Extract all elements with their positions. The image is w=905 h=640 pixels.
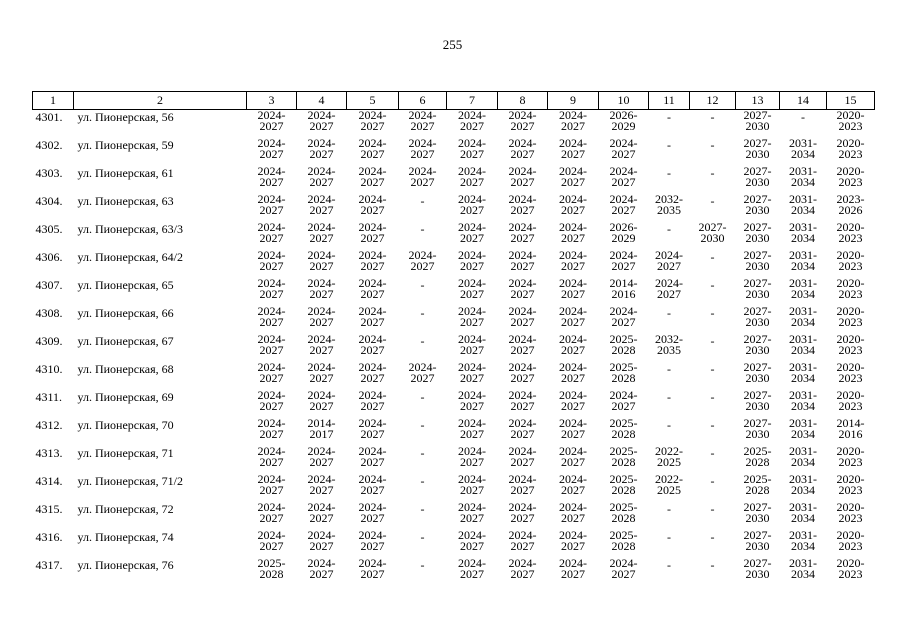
period-cell: 2024- 2027 xyxy=(508,528,537,553)
period-cell: 2024- 2027 xyxy=(358,528,387,553)
period-cell: - xyxy=(667,362,671,376)
table-row xyxy=(33,138,875,166)
address-cell: ул. Пионерская, 64/2 xyxy=(77,250,183,264)
period-cell: 2024- 2027 xyxy=(257,304,286,329)
period-cell: 2024- 2027 xyxy=(257,388,286,413)
period-cell: - xyxy=(801,110,805,124)
period-cell: - xyxy=(710,138,715,152)
period-cell: - xyxy=(667,390,671,404)
period-cell: 2025- 2028 xyxy=(609,444,638,469)
period-cell: - xyxy=(710,278,715,292)
period-cell: - xyxy=(710,306,715,320)
address-cell: ул. Пионерская, 74 xyxy=(77,530,174,544)
period-cell: 2024- 2027 xyxy=(508,276,537,301)
period-cell: 2020- 2023 xyxy=(836,220,865,245)
address-cell: ул. Пионерская, 63 xyxy=(77,194,174,208)
period-cell: 2024- 2027 xyxy=(307,136,336,161)
period-cell: 2027- 2030 xyxy=(743,248,772,273)
period-cell: 2024- 2027 xyxy=(257,360,286,385)
period-cell: 2020- 2023 xyxy=(836,472,865,497)
period-cell: 2024- 2027 xyxy=(508,332,537,357)
period-cell: 2031- 2034 xyxy=(789,500,817,525)
period-cell: 2024- 2027 xyxy=(458,416,486,441)
period-cell: 2024- 2027 xyxy=(559,332,587,357)
period-cell: 2031- 2034 xyxy=(789,164,817,189)
period-cell: 2025- 2028 xyxy=(609,416,638,441)
row-number: 4316. xyxy=(35,530,63,544)
period-cell: 2024- 2027 xyxy=(609,388,638,413)
row-number: 4307. xyxy=(35,278,63,292)
period-cell: 2027- 2030 xyxy=(743,332,772,357)
column-header: 8 xyxy=(498,92,548,110)
period-cell: 2027- 2030 xyxy=(743,360,772,385)
period-cell: 2025- 2028 xyxy=(743,444,772,469)
period-cell: 2026- 2029 xyxy=(609,220,638,245)
address-cell: ул. Пионерская, 66 xyxy=(77,306,174,320)
column-header: 5 xyxy=(347,92,399,110)
period-cell: - xyxy=(667,558,671,572)
column-header: 13 xyxy=(736,92,780,110)
address-cell: ул. Пионерская, 71 xyxy=(77,446,174,460)
period-cell: 2024- 2027 xyxy=(358,416,387,441)
period-cell: 2031- 2034 xyxy=(789,248,817,273)
column-header: 14 xyxy=(780,92,827,110)
address-cell: ул. Пионерская, 68 xyxy=(77,362,174,376)
period-cell: 2032- 2035 xyxy=(655,332,683,357)
period-cell: 2024- 2027 xyxy=(609,556,638,581)
period-cell: 2024- 2027 xyxy=(508,360,537,385)
period-cell: 2024- 2027 xyxy=(458,360,486,385)
period-cell: 2020- 2023 xyxy=(836,276,865,301)
period-cell: 2024- 2027 xyxy=(508,500,537,525)
period-cell: 2024- 2027 xyxy=(458,388,486,413)
column-header: 12 xyxy=(690,92,736,110)
period-cell: 2024- 2027 xyxy=(559,444,587,469)
period-cell: - xyxy=(667,138,671,152)
period-cell: 2024- 2027 xyxy=(307,248,336,273)
address-cell: ул. Пионерская, 71/2 xyxy=(77,474,183,488)
period-cell: 2024- 2027 xyxy=(257,192,286,217)
period-cell: - xyxy=(710,166,715,180)
period-cell: 2024- 2027 xyxy=(609,192,638,217)
table-row xyxy=(33,362,875,390)
period-cell: 2024- 2027 xyxy=(358,472,387,497)
period-cell: 2031- 2034 xyxy=(789,472,817,497)
period-cell: 2024- 2027 xyxy=(559,108,587,133)
period-cell: - xyxy=(420,446,425,460)
period-cell: 2024- 2027 xyxy=(358,108,387,133)
period-cell: 2031- 2034 xyxy=(789,416,817,441)
period-cell: 2024- 2027 xyxy=(508,220,537,245)
period-cell: 2024- 2027 xyxy=(307,556,336,581)
period-cell: 2024- 2027 xyxy=(257,528,286,553)
period-cell: 2027- 2030 xyxy=(698,220,727,245)
period-cell: 2024- 2027 xyxy=(307,472,336,497)
period-cell: 2024- 2027 xyxy=(458,136,486,161)
row-number: 4315. xyxy=(35,502,63,516)
period-cell: 2020- 2023 xyxy=(836,164,865,189)
period-cell: 2024- 2027 xyxy=(559,220,587,245)
period-cell: 2024- 2027 xyxy=(559,136,587,161)
period-cell: - xyxy=(710,362,715,376)
table-body xyxy=(33,110,875,587)
period-cell: 2024- 2027 xyxy=(609,136,638,161)
period-cell: 2020- 2023 xyxy=(836,500,865,525)
period-cell: 2031- 2034 xyxy=(789,332,817,357)
period-cell: - xyxy=(420,306,425,320)
period-cell: 2024- 2027 xyxy=(508,192,537,217)
period-cell: 2027- 2030 xyxy=(743,388,772,413)
period-cell: - xyxy=(420,530,425,544)
period-cell: 2024- 2027 xyxy=(307,388,336,413)
address-cell: ул. Пионерская, 59 xyxy=(77,138,174,152)
period-cell: - xyxy=(420,558,425,572)
table-row xyxy=(33,558,875,586)
address-cell: ул. Пионерская, 76 xyxy=(77,558,174,572)
row-number: 4302. xyxy=(35,138,63,152)
period-cell: 2020- 2023 xyxy=(836,136,865,161)
period-cell: 2024- 2027 xyxy=(559,500,587,525)
period-cell: 2024- 2027 xyxy=(458,192,486,217)
period-cell: 2024- 2027 xyxy=(559,360,587,385)
period-cell: 2024- 2027 xyxy=(609,248,638,273)
period-cell: 2031- 2034 xyxy=(789,276,817,301)
period-cell: 2031- 2034 xyxy=(789,388,817,413)
row-number: 4305. xyxy=(35,222,63,236)
column-header: 2 xyxy=(74,92,247,110)
table-row xyxy=(33,446,875,474)
period-cell: 2022- 2025 xyxy=(655,472,683,497)
row-number: 4317. xyxy=(35,558,63,572)
table-row xyxy=(33,502,875,530)
period-cell: - xyxy=(667,306,671,320)
period-cell: 2024- 2027 xyxy=(358,444,387,469)
period-cell: 2024- 2027 xyxy=(307,444,336,469)
table-row xyxy=(33,194,875,222)
period-cell: 2031- 2034 xyxy=(789,220,817,245)
period-cell: 2024- 2027 xyxy=(508,416,537,441)
period-cell: 2024- 2027 xyxy=(358,304,387,329)
period-cell: 2024- 2027 xyxy=(257,220,286,245)
table-row xyxy=(33,110,875,139)
period-cell: - xyxy=(420,390,425,404)
table-row xyxy=(33,306,875,334)
period-cell: 2020- 2023 xyxy=(836,360,865,385)
row-number: 4306. xyxy=(35,250,63,264)
period-cell: - xyxy=(710,558,715,572)
period-cell: 2020- 2023 xyxy=(836,108,865,133)
table-row xyxy=(33,222,875,250)
period-cell: - xyxy=(710,194,715,208)
period-cell: 2026- 2029 xyxy=(609,108,638,133)
period-cell: 2024- 2027 xyxy=(559,528,587,553)
table-row xyxy=(33,334,875,362)
period-cell: 2024- 2027 xyxy=(559,416,587,441)
period-cell: 2027- 2030 xyxy=(743,164,772,189)
period-cell: 2024- 2027 xyxy=(559,556,587,581)
address-cell: ул. Пионерская, 72 xyxy=(77,502,174,516)
period-cell: 2027- 2030 xyxy=(743,220,772,245)
period-cell: 2024- 2027 xyxy=(559,472,587,497)
period-cell: 2014- 2016 xyxy=(609,276,638,301)
table-row xyxy=(33,530,875,558)
period-cell: - xyxy=(710,334,715,348)
period-cell: 2024- 2027 xyxy=(508,248,537,273)
period-cell: 2024- 2027 xyxy=(307,500,336,525)
period-cell: 2024- 2027 xyxy=(307,276,336,301)
period-cell: 2024- 2027 xyxy=(257,332,286,357)
period-cell: 2024- 2027 xyxy=(655,248,683,273)
period-cell: 2024- 2027 xyxy=(458,276,486,301)
schedule-table xyxy=(32,91,875,586)
period-cell: - xyxy=(710,474,715,488)
period-cell: 2027- 2030 xyxy=(743,304,772,329)
period-cell: - xyxy=(667,418,671,432)
period-cell: 2024- 2027 xyxy=(559,388,587,413)
period-cell: - xyxy=(420,334,425,348)
row-number: 4304. xyxy=(35,194,63,208)
period-cell: 2024- 2027 xyxy=(307,528,336,553)
address-cell: ул. Пионерская, 69 xyxy=(77,390,174,404)
period-cell: 2024- 2027 xyxy=(358,360,387,385)
period-cell: 2020- 2023 xyxy=(836,304,865,329)
address-cell: ул. Пионерская, 61 xyxy=(77,166,174,180)
period-cell: 2024- 2027 xyxy=(307,192,336,217)
column-header: 4 xyxy=(297,92,347,110)
period-cell: 2020- 2023 xyxy=(836,332,865,357)
period-cell: 2024- 2027 xyxy=(408,164,437,189)
period-cell: - xyxy=(420,418,425,432)
period-cell: 2024- 2027 xyxy=(559,192,587,217)
period-cell: - xyxy=(710,390,715,404)
period-cell: 2014- 2016 xyxy=(836,416,865,441)
period-cell: 2024- 2027 xyxy=(307,164,336,189)
period-cell: 2031- 2034 xyxy=(789,136,817,161)
period-cell: 2022- 2025 xyxy=(655,444,683,469)
period-cell: 2024- 2027 xyxy=(508,388,537,413)
period-cell: 2025- 2028 xyxy=(743,472,772,497)
period-cell: 2024- 2027 xyxy=(408,360,437,385)
period-cell: 2025- 2028 xyxy=(609,332,638,357)
period-cell: 2014- 2017 xyxy=(307,416,336,441)
period-cell: 2024- 2027 xyxy=(257,136,286,161)
period-cell: 2024- 2027 xyxy=(307,220,336,245)
period-cell: 2024- 2027 xyxy=(257,248,286,273)
address-cell: ул. Пионерская, 56 xyxy=(77,110,174,124)
period-cell: 2025- 2028 xyxy=(609,500,638,525)
row-number: 4308. xyxy=(35,306,63,320)
period-cell: - xyxy=(420,502,425,516)
column-header: 6 xyxy=(399,92,447,110)
row-number: 4312. xyxy=(35,418,63,432)
period-cell: 2024- 2027 xyxy=(559,304,587,329)
row-number: 4301. xyxy=(35,110,63,124)
period-cell: 2027- 2030 xyxy=(743,500,772,525)
period-cell: 2024- 2027 xyxy=(559,276,587,301)
period-cell: 2024- 2027 xyxy=(559,164,587,189)
period-cell: 2031- 2034 xyxy=(789,528,817,553)
period-cell: 2024- 2027 xyxy=(257,164,286,189)
period-cell: 2024- 2027 xyxy=(508,444,537,469)
period-cell: 2024- 2027 xyxy=(458,528,486,553)
table-row xyxy=(33,166,875,194)
period-cell: 2027- 2030 xyxy=(743,136,772,161)
period-cell: 2024- 2027 xyxy=(358,500,387,525)
period-cell: 2024- 2027 xyxy=(458,500,486,525)
row-number: 4309. xyxy=(35,334,63,348)
period-cell: 2020- 2023 xyxy=(836,248,865,273)
period-cell: 2025- 2028 xyxy=(609,360,638,385)
period-cell: 2025- 2028 xyxy=(257,556,286,581)
period-cell: 2020- 2023 xyxy=(836,556,865,581)
period-cell: 2031- 2034 xyxy=(789,192,817,217)
column-header: 1 xyxy=(33,92,74,110)
period-cell: 2024- 2027 xyxy=(358,332,387,357)
period-cell: 2031- 2034 xyxy=(789,360,817,385)
period-cell: 2024- 2027 xyxy=(257,500,286,525)
period-cell: 2024- 2027 xyxy=(559,248,587,273)
period-cell: - xyxy=(667,222,671,236)
period-cell: 2024- 2027 xyxy=(508,108,537,133)
period-cell: 2024- 2027 xyxy=(307,360,336,385)
period-cell: - xyxy=(710,250,715,264)
period-cell: 2024- 2027 xyxy=(458,248,486,273)
period-cell: 2024- 2027 xyxy=(257,108,286,133)
row-number: 4310. xyxy=(35,362,63,376)
period-cell: 2027- 2030 xyxy=(743,416,772,441)
period-cell: - xyxy=(667,502,671,516)
table-row xyxy=(33,418,875,446)
period-cell: 2020- 2023 xyxy=(836,444,865,469)
period-cell: 2023- 2026 xyxy=(836,192,865,217)
period-cell: 2025- 2028 xyxy=(609,528,638,553)
period-cell: 2024- 2027 xyxy=(408,108,437,133)
period-cell: 2027- 2030 xyxy=(743,276,772,301)
table-row xyxy=(33,474,875,502)
period-cell: 2027- 2030 xyxy=(743,108,772,133)
period-cell: 2025- 2028 xyxy=(609,472,638,497)
period-cell: 2024- 2027 xyxy=(257,276,286,301)
period-cell: 2024- 2027 xyxy=(358,136,387,161)
period-cell: 2024- 2027 xyxy=(358,388,387,413)
row-number: 4313. xyxy=(35,446,63,460)
period-cell: - xyxy=(710,530,715,544)
period-cell: 2027- 2030 xyxy=(743,192,772,217)
period-cell: 2024- 2027 xyxy=(458,472,486,497)
period-cell: 2024- 2027 xyxy=(609,164,638,189)
period-cell: 2024- 2027 xyxy=(257,416,286,441)
column-header: 15 xyxy=(827,92,875,110)
column-header: 3 xyxy=(247,92,297,110)
period-cell: 2024- 2027 xyxy=(458,220,486,245)
period-cell: 2024- 2027 xyxy=(458,108,486,133)
row-number: 4311. xyxy=(35,390,63,404)
period-cell: - xyxy=(667,530,671,544)
period-cell: - xyxy=(710,418,715,432)
period-cell: 2024- 2027 xyxy=(358,248,387,273)
period-cell: 2031- 2034 xyxy=(789,444,817,469)
address-cell: ул. Пионерская, 70 xyxy=(77,418,174,432)
period-cell: 2024- 2027 xyxy=(508,556,537,581)
period-cell: 2024- 2027 xyxy=(408,248,437,273)
column-header: 11 xyxy=(649,92,690,110)
period-cell: - xyxy=(710,502,715,516)
period-cell: 2024- 2027 xyxy=(458,304,486,329)
address-cell: ул. Пионерская, 65 xyxy=(77,278,174,292)
period-cell: 2024- 2027 xyxy=(358,164,387,189)
period-cell: 2024- 2027 xyxy=(257,472,286,497)
period-cell: 2024- 2027 xyxy=(508,304,537,329)
period-cell: 2024- 2027 xyxy=(508,472,537,497)
period-cell: 2024- 2027 xyxy=(655,276,683,301)
row-number: 4314. xyxy=(35,474,63,488)
period-cell: 2024- 2027 xyxy=(358,556,387,581)
page-number: 255 xyxy=(442,37,463,52)
period-cell: - xyxy=(420,278,425,292)
period-cell: - xyxy=(710,110,715,124)
column-header: 7 xyxy=(447,92,498,110)
period-cell: 2024- 2027 xyxy=(458,164,486,189)
period-cell: 2024- 2027 xyxy=(508,136,537,161)
period-cell: - xyxy=(710,446,715,460)
period-cell: 2024- 2027 xyxy=(408,136,437,161)
period-cell: 2027- 2030 xyxy=(743,556,772,581)
period-cell: 2024- 2027 xyxy=(257,444,286,469)
period-cell: 2024- 2027 xyxy=(307,108,336,133)
period-cell: 2020- 2023 xyxy=(836,388,865,413)
address-cell: ул. Пионерская, 67 xyxy=(77,334,174,348)
row-number: 4303. xyxy=(35,166,63,180)
table-row xyxy=(33,390,875,418)
column-header: 9 xyxy=(548,92,599,110)
period-cell: 2031- 2034 xyxy=(789,556,817,581)
column-header: 10 xyxy=(599,92,649,110)
period-cell: - xyxy=(667,110,671,124)
table-row xyxy=(33,250,875,278)
period-cell: - xyxy=(420,474,425,488)
period-cell: 2031- 2034 xyxy=(789,304,817,329)
period-cell: 2024- 2027 xyxy=(609,304,638,329)
period-cell: 2024- 2027 xyxy=(307,332,336,357)
period-cell: 2032- 2035 xyxy=(655,192,683,217)
period-cell: 2024- 2027 xyxy=(358,220,387,245)
address-cell: ул. Пионерская, 63/3 xyxy=(77,222,183,236)
period-cell: 2024- 2027 xyxy=(458,556,486,581)
period-cell: 2027- 2030 xyxy=(743,528,772,553)
period-cell: 2024- 2027 xyxy=(358,276,387,301)
period-cell: 2020- 2023 xyxy=(836,528,865,553)
period-cell: 2024- 2027 xyxy=(358,192,387,217)
table-row xyxy=(33,278,875,306)
period-cell: 2024- 2027 xyxy=(458,444,486,469)
period-cell: 2024- 2027 xyxy=(458,332,486,357)
period-cell: - xyxy=(420,194,425,208)
period-cell: 2024- 2027 xyxy=(508,164,537,189)
period-cell: 2024- 2027 xyxy=(307,304,336,329)
table-header-row xyxy=(33,92,875,110)
period-cell: - xyxy=(420,222,425,236)
period-cell: - xyxy=(667,166,671,180)
